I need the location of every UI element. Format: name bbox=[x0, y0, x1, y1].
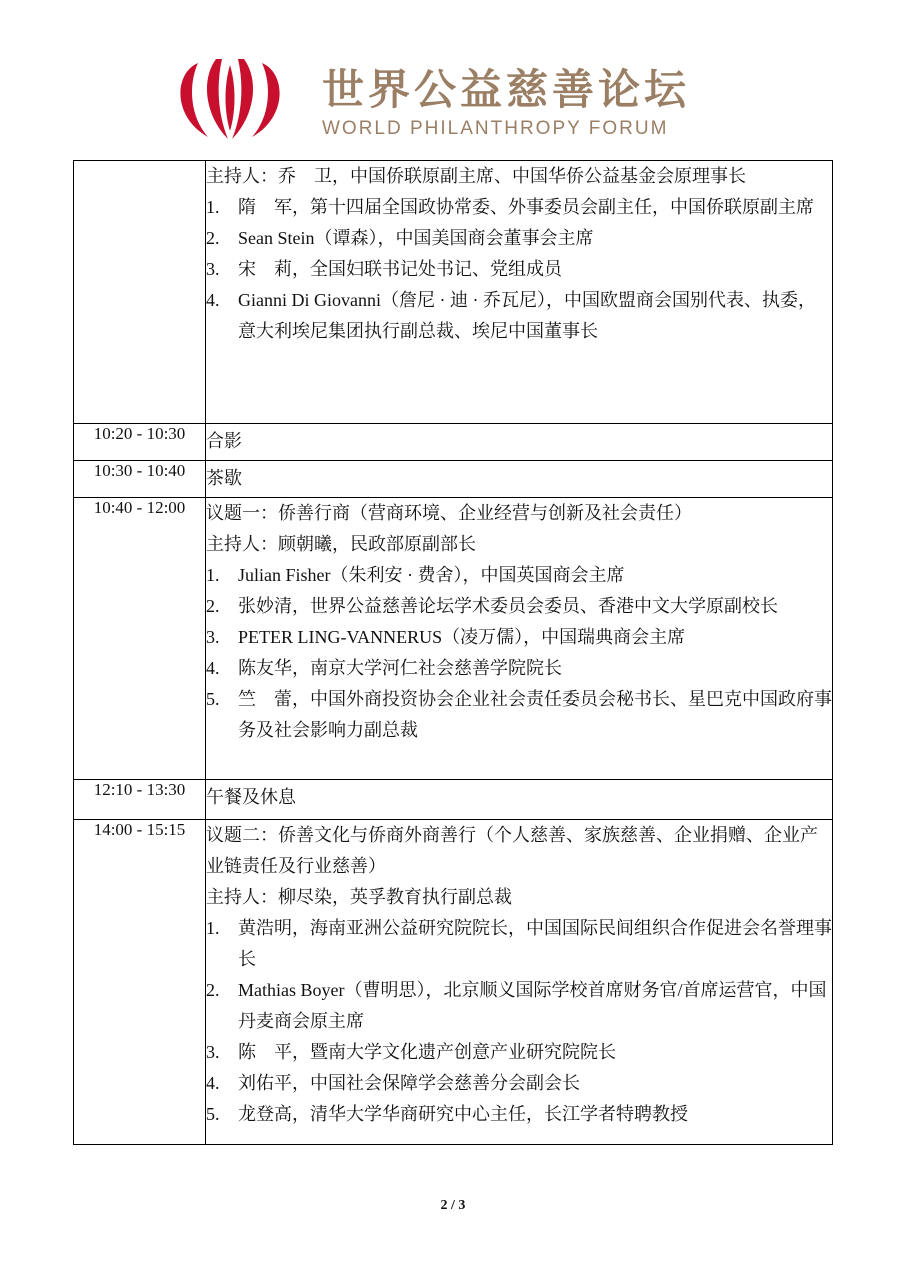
speaker-text: Gianni Di Giovanni（詹尼 · 迪 · 乔瓦尼），中国欧盟商会国别代表、执委，意大利埃尼集团执行副总裁、埃尼中国董事长 bbox=[238, 290, 816, 341]
speaker-text: 黄浩明，海南亚洲公益研究院院长，中国国际民间组织合作促进会名誉理事长 bbox=[238, 918, 832, 969]
agenda-row bbox=[74, 498, 833, 780]
speaker-text: Sean Stein（谭森），中国美国商会董事会主席 bbox=[238, 228, 594, 248]
item-number: 3. bbox=[206, 1042, 220, 1062]
host-line: 主持人：顾朝曦，民政部原副部长 bbox=[206, 534, 476, 554]
speaker-item bbox=[206, 653, 832, 684]
page-header bbox=[0, 0, 906, 150]
speaker-text: 隋 军，第十四届全国政协常委、外事委员会副主任，中国侨联原副主席 bbox=[238, 197, 814, 217]
speaker-text: Mathias Boyer（曹明思），北京顺义国际学校首席财务官/首席运营官，中国丹麦商会原主席 bbox=[238, 980, 827, 1031]
speaker-item bbox=[206, 1068, 832, 1099]
item-number: 3. bbox=[206, 627, 220, 647]
agenda-row bbox=[74, 161, 833, 424]
speaker-item bbox=[206, 1099, 832, 1130]
agenda-table bbox=[73, 160, 833, 1145]
item-number: 2. bbox=[206, 228, 220, 248]
speaker-text: 张妙清，世界公益慈善论坛学术委员会委员、香港中文大学原副校长 bbox=[238, 596, 778, 616]
brand-english-name: WORLD PHILANTHROPY FORUM bbox=[322, 118, 669, 139]
topic-line: 议题一：侨善行商（营商环境、企业经营与创新及社会责任） bbox=[206, 503, 692, 523]
topic-line: 议题二：侨善文化与侨商外商善行（个人慈善、家族慈善、企业捐赠、企业产业链责任及行业慈善） bbox=[206, 825, 818, 876]
time-cell: 14:00 - 15:15 bbox=[74, 820, 206, 1145]
speaker-item bbox=[206, 913, 832, 975]
speaker-item bbox=[206, 254, 832, 285]
content-cell: 茶歇 bbox=[206, 461, 833, 498]
content-cell bbox=[206, 498, 833, 780]
speaker-text: 竺 蕾，中国外商投资协会企业社会责任委员会秘书长、星巴克中国政府事务及社会影响力副总裁 bbox=[238, 689, 832, 740]
speaker-item bbox=[206, 560, 832, 591]
item-number: 2. bbox=[206, 596, 220, 616]
item-number: 2. bbox=[206, 980, 220, 1000]
content-cell bbox=[206, 161, 833, 424]
item-number: 5. bbox=[206, 1104, 220, 1124]
page-number: 2 / 3 bbox=[440, 1198, 466, 1213]
speaker-text: 龙登高，清华大学华商研究中心主任，长江学者特聘教授 bbox=[238, 1104, 688, 1124]
item-number: 1. bbox=[206, 197, 220, 217]
speaker-item bbox=[206, 285, 832, 347]
speaker-text: 刘佑平，中国社会保障学会慈善分会副会长 bbox=[238, 1073, 580, 1093]
speaker-item bbox=[206, 684, 832, 746]
time-cell bbox=[74, 161, 206, 424]
time-cell: 10:40 - 12:00 bbox=[74, 498, 206, 780]
content-cell: 午餐及休息 bbox=[206, 780, 833, 820]
item-number: 4. bbox=[206, 658, 220, 678]
speaker-item bbox=[206, 1037, 832, 1068]
brand-chinese-name: 世界公益慈善论坛 bbox=[322, 65, 691, 114]
time-cell: 10:20 - 10:30 bbox=[74, 424, 206, 461]
content-cell bbox=[206, 820, 833, 1145]
item-number: 1. bbox=[206, 918, 220, 938]
item-number: 4. bbox=[206, 1073, 220, 1093]
item-number: 5. bbox=[206, 689, 220, 709]
speaker-item bbox=[206, 975, 832, 1037]
speaker-item bbox=[206, 622, 832, 653]
speaker-text: 陈 平，暨南大学文化遗产创意产业研究院院长 bbox=[238, 1042, 616, 1062]
agenda-row bbox=[74, 424, 833, 461]
item-number: 3. bbox=[206, 259, 220, 279]
speaker-text: 宋 莉，全国妇联书记处书记、党组成员 bbox=[238, 259, 562, 279]
speaker-text: Julian Fisher（朱利安 · 费舍），中国英国商会主席 bbox=[238, 565, 625, 585]
speaker-text: PETER LING-VANNERUS（凌万儒），中国瑞典商会主席 bbox=[238, 627, 686, 647]
forum-logo-icon bbox=[170, 55, 290, 143]
host-line: 主持人：乔 卫，中国侨联原副主席、中国华侨公益基金会原理事长 bbox=[206, 166, 746, 186]
agenda-row bbox=[74, 780, 833, 820]
agenda-row bbox=[74, 461, 833, 498]
time-cell: 12:10 - 13:30 bbox=[74, 780, 206, 820]
agenda-row bbox=[74, 820, 833, 1145]
speaker-item bbox=[206, 192, 832, 223]
speaker-text: 陈友华，南京大学河仁社会慈善学院院长 bbox=[238, 658, 562, 678]
speaker-item bbox=[206, 591, 832, 622]
item-number: 4. bbox=[206, 290, 220, 310]
host-line: 主持人：柳尽染，英孚教育执行副总裁 bbox=[206, 887, 512, 907]
item-number: 1. bbox=[206, 565, 220, 585]
content-cell: 合影 bbox=[206, 424, 833, 461]
speaker-item bbox=[206, 223, 832, 254]
time-cell: 10:30 - 10:40 bbox=[74, 461, 206, 498]
